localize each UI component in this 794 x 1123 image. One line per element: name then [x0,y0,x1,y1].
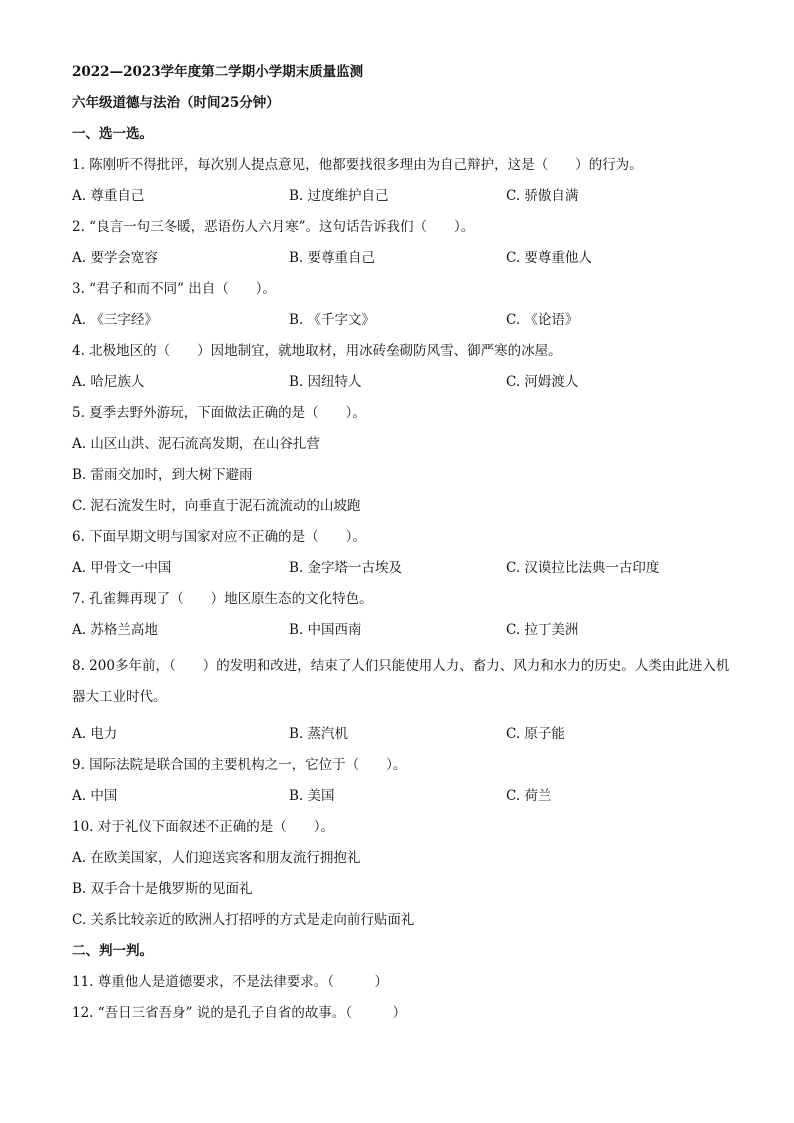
exam-subtitle: 六年级道德与法治（时间25分钟） [72,95,280,111]
option-8b: B. 蒸汽机 [289,726,349,742]
option-1b: B. 过度维护自己 [289,188,389,204]
option-6b: B. 金字塔一古埃及 [289,560,403,576]
question-2: 2. “良言一句三冬暖，恶语伤人六月寒”。这句话告诉我们（ ）。 [72,219,475,235]
option-6a: A. 甲骨文一中国 [72,560,172,576]
option-3a: A. 《三字经》 [72,312,158,328]
question-5: 5. 夏季去野外游玩，下面做法正确的是（ ）。 [72,405,366,421]
option-5c: C. 泥石流发生时，向垂直于泥石流流动的山坡跑 [72,498,361,514]
option-2c: C. 要尊重他人 [506,250,592,266]
option-4c: C. 河姆渡人 [506,374,579,390]
question-12: 12. “吾日三省吾身” 说的是孔子自省的故事。（ ） [72,1005,407,1021]
option-9b: B. 美国 [289,788,335,804]
option-1a: A. 尊重自己 [72,188,145,204]
question-11: 11. 尊重他人是道德要求，不是法律要求。（ ） [72,974,389,990]
option-2a: A. 要学会宽容 [72,250,158,266]
option-4a: A. 哈尼族人 [72,374,145,390]
question-3: 3. “君子和而不同” 出自（ ）。 [72,281,277,297]
option-7c: C. 拉丁美洲 [506,622,579,638]
options-row-7 [72,620,732,651]
options-row-6 [72,558,732,589]
option-3b: B. 《千字文》 [289,312,376,328]
option-3c: C. 《论语》 [506,312,579,328]
section-heading-judge: 二、判一判。 [72,943,153,959]
options-row-9 [72,786,732,817]
option-1c: C. 骄傲自满 [506,188,579,204]
option-2b: B. 要尊重自己 [289,250,376,266]
option-7b: B. 中国西南 [289,622,362,638]
question-9: 9. 国际法院是联合国的主要机构之一，它位于（ ）。 [72,757,407,773]
option-4b: B. 因纽特人 [289,374,362,390]
options-row-1 [72,186,732,217]
question-8: 8. 200多年前，（ ）的发明和改进，结束了人们只能使用人力、畜力、风力和水力的历史。人类由此进入机器大工业时代。 [72,658,730,705]
option-10b: B. 双手合十是俄罗斯的见面礼 [72,881,253,897]
question-4: 4. 北极地区的（ ）因地制宜，就地取材，用冰砖垒砌防风雪、御严寒的冰屋。 [72,343,562,359]
exam-page [72,62,732,1034]
question-6: 6. 下面早期文明与国家对应不正确的是（ ）。 [72,529,366,545]
option-5a: A. 山区山洪、泥石流高发期，在山谷扎营 [72,436,320,452]
question-1: 1. 陈刚听不得批评，每次别人提点意见，他都要找很多理由为自己辩护，这是（ ）的行为。 [72,157,643,173]
exam-title: 2022—2023学年度第二学期小学期末质量监测 [72,64,364,80]
option-7a: A. 苏格兰高地 [72,622,158,638]
options-row-4 [72,372,732,403]
options-row-8 [72,724,732,755]
options-row-3 [72,310,732,341]
option-10c: C. 关系比较亲近的欧洲人打招呼的方式是走向前行贴面礼 [72,912,415,928]
option-5b: B. 雷雨交加时，到大树下避雨 [72,467,253,483]
question-10: 10. 对于礼仪下面叙述不正确的是（ ）。 [72,819,335,835]
question-7: 7. 孔雀舞再现了（ ）地区原生态的文化特色。 [72,591,373,607]
section-heading-choice: 一、选一选。 [72,126,153,142]
option-9a: A. 中国 [72,788,118,804]
option-10a: A. 在欧美国家，人们迎送宾客和朋友流行拥抱礼 [72,850,361,866]
options-row-2 [72,248,732,279]
option-8a: A. 电力 [72,726,118,742]
option-6c: C. 汉谟拉比法典一古印度 [506,560,660,576]
option-9c: C. 荷兰 [506,788,552,804]
option-8c: C. 原子能 [506,726,565,742]
